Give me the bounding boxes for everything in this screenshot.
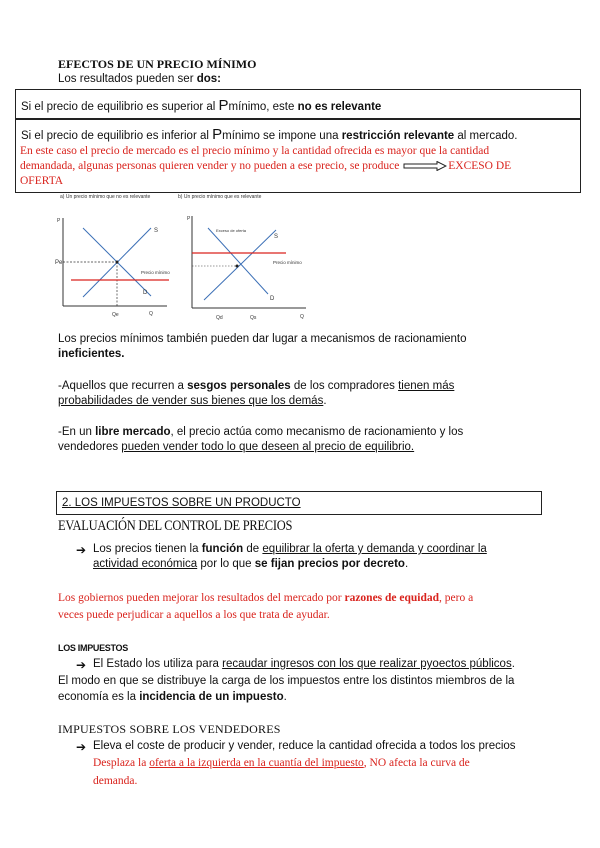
p3-bold: libre mercado: [95, 426, 171, 438]
figure-right: [178, 210, 318, 328]
evaluacion-title: EVALUACIÓN DEL CONTROL DE PRECIOS: [58, 518, 293, 534]
intro-pre: Los resultados pueden ser: [58, 73, 197, 85]
intro-bold: dos:: [196, 73, 222, 85]
p2-bold: sesgos personales: [187, 380, 291, 392]
p3-line2-pre: vendedores: [58, 441, 122, 453]
eval-bullet-u1: equilibrar la oferta y demanda y coordinar la: [262, 543, 487, 555]
gob-line1-pre: Los gobiernos pueden mejorar los resultados del mercado por: [58, 592, 345, 604]
box2-mid: mínimo se impone una: [222, 130, 342, 142]
impuestos-line3: [58, 691, 287, 703]
section-2-heading: 2. LOS IMPUESTOS SOBRE UN PRODUCTO: [62, 497, 301, 509]
box2-red-excess2: OFERTA: [20, 175, 64, 187]
right-supply-curve: [204, 230, 279, 300]
box1-mid: mínimo, este: [228, 101, 298, 113]
eval-bullet-bold2: se fijan precios por decreto: [254, 558, 405, 570]
vend-red-u: oferta a la izquierda en la cuantía del impuesto: [149, 757, 364, 769]
left-label-min: Precio mínimo: [141, 270, 170, 275]
figure-caption-right: b) Un precio mínimo que es relevante: [178, 194, 262, 200]
box2-post: al mercado.: [454, 130, 518, 142]
box2-red-line1: En este caso el precio de mercado es el precio mínimo y la cantidad ofrecida es mayor que la cantidad: [20, 145, 490, 157]
box2-red-line2: [20, 160, 511, 172]
right-equilibrium-point: [236, 265, 239, 268]
left-label-pe: Pe: [55, 260, 63, 266]
right-label-d: D: [270, 296, 275, 302]
vendedores-title: IMPUESTOS SOBRE LOS VENDEDORES: [58, 722, 281, 736]
eval-bullet-post1: por lo que: [197, 558, 255, 570]
p2-u2: probabilidades de vender sus bienes que los demás: [58, 395, 324, 407]
impuestos-line2: El modo en que se distribuye la carga de los impuestos entre los distintos miembros de la: [58, 675, 515, 687]
eval-bullet-mid: de: [243, 543, 263, 555]
p3-pre: -En un: [58, 426, 96, 438]
imp-line3-pre: economía es la: [58, 691, 140, 703]
box-not-relevant: [15, 89, 581, 119]
impuestos-title: LOS IMPUESTOS: [58, 643, 128, 653]
p2-post: .: [323, 395, 327, 407]
box2-red-line2-text: demandada, algunas personas quieren vender y no pueden a ese precio, se produce: [20, 160, 400, 172]
p1-bold: ineficientes.: [58, 348, 125, 360]
eval-bullet-bold: función: [201, 543, 244, 555]
eval-bullet-post2: .: [404, 558, 409, 570]
gob-line1-post: , pero a: [439, 592, 474, 604]
vendedores-arrow-icon: ➔: [76, 740, 87, 754]
left-axis-p: P: [57, 218, 61, 224]
box1-pre: Si el precio de equilibrio es superior al: [21, 101, 219, 113]
evaluacion-arrow-icon: ➔: [76, 543, 87, 557]
right-arrow-icon: [403, 161, 447, 171]
box1-big-p: P: [218, 97, 229, 114]
p3-post: , el precio actúa como mecanismo de racionamiento y los: [170, 426, 464, 438]
vend-red-pre: Desplaza la: [93, 757, 150, 769]
intro-text: [58, 73, 221, 85]
imp-bullet-u: recaudar ingresos con los que realizar pyoectos públicos: [222, 658, 512, 670]
impuestos-arrow-icon: ➔: [76, 658, 87, 672]
box2-pre: Si el precio de equilibrio es inferior al: [21, 130, 213, 142]
vend-red-post: , NO afecta la curva de: [363, 757, 470, 769]
gob-line1-bold: razones de equidad: [344, 592, 440, 604]
left-equilibrium-point: [116, 261, 119, 264]
p1-line1: Los precios mínimos también pueden dar lugar a mecanismos de racionamiento: [58, 333, 467, 345]
right-label-qd: Qd: [216, 315, 223, 321]
box2-big-p: P: [212, 126, 223, 143]
p2-u1: tienen más: [398, 380, 455, 392]
imp-line3-post: .: [283, 691, 287, 703]
box1-bold: no es relevante: [297, 101, 382, 113]
imp-bullet-post: .: [511, 658, 515, 670]
p2-mid: de los compradores: [290, 380, 399, 392]
imp-line3-bold: incidencia de un impuesto: [139, 691, 284, 703]
section-2-heading-box: [56, 491, 542, 515]
box2-red-excess1: EXCESO DE: [448, 160, 512, 172]
left-label-q: Q: [149, 311, 153, 317]
figure-caption-left: a) Un precio mínimo que no es relevante: [60, 194, 151, 200]
vendedores-red-line2: demanda.: [93, 775, 138, 787]
vendedores-bullet: Eleva el coste de producir y vender, reduce la cantidad ofrecida a todos los precios: [93, 740, 516, 752]
eval-bullet-u2: actividad económica: [93, 558, 198, 570]
right-label-q: Q: [300, 314, 304, 320]
right-demand-curve: [208, 228, 268, 294]
p3-u: pueden vender todo lo que deseen al precio de equilibrio.: [121, 441, 415, 453]
left-label-s: S: [154, 228, 159, 234]
left-label-qe: Qe: [112, 312, 119, 318]
gob-line2: veces puede perjudicar a aquellos a los que trata de ayudar.: [58, 609, 330, 621]
eval-bullet-pre: Los precios tienen la: [93, 543, 202, 555]
right-label-qs: Qs: [250, 315, 257, 321]
right-label-s: S: [274, 234, 279, 240]
box1-text: [21, 97, 381, 114]
right-label-excess: Exceso de oferta: [216, 228, 247, 233]
vendedores-red-line1: [93, 757, 470, 769]
box2-bold: restricción relevante: [341, 130, 455, 142]
box2-text: [21, 126, 518, 143]
imp-bullet-pre: El Estado los utiliza para: [93, 658, 223, 670]
p2-pre: -Aquellos que recurren a: [58, 380, 188, 392]
page-title: EFECTOS DE UN PRECIO MÍNIMO: [58, 57, 257, 71]
left-label-d: D: [143, 290, 148, 296]
impuestos-bullet: [93, 658, 515, 670]
box-relevant: [15, 119, 581, 193]
figure-left: [55, 210, 180, 325]
right-axis-p: P: [187, 216, 191, 222]
right-label-min: Precio mínimo: [273, 260, 302, 265]
